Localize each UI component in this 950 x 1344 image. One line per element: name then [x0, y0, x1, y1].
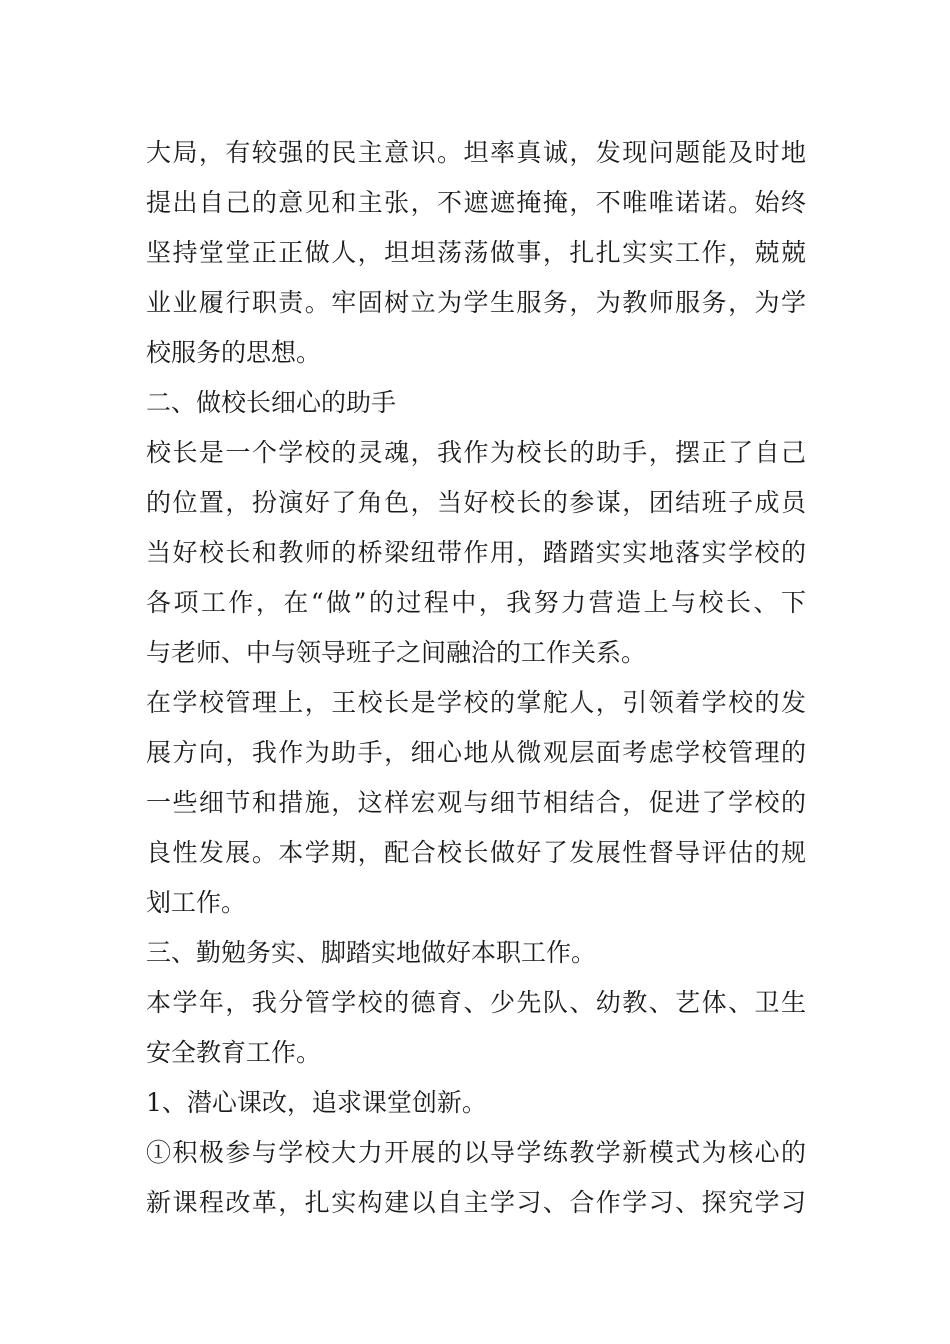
paragraph-line: 安全教育工作。	[146, 1038, 322, 1067]
paragraph-line: 坚持堂堂正正做人，坦坦荡荡做事，扎扎实实工作，兢兢	[146, 238, 806, 267]
paragraph-line: ①积极参与学校大力开展的以导学练教学新模式为核心的	[146, 1138, 806, 1167]
paragraph-line: 当好校长和教师的桥梁纽带作用，踏踏实实地落实学校的	[146, 538, 806, 567]
body-text	[146, 128, 806, 1228]
paragraph-line: 在学校管理上，王校长是学校的掌舵人，引领着学校的发	[146, 688, 806, 717]
paragraph-line: 划工作。	[146, 888, 247, 917]
paragraph-line: 展方向，我作为助手，细心地从微观层面考虑学校管理的	[146, 738, 806, 767]
subsection-heading: 1、潜心课改，追求课堂创新。	[146, 1088, 487, 1117]
section-heading: 三、勤勉务实、脚踏实地做好本职工作。	[146, 938, 597, 967]
paragraph-line: 校长是一个学校的灵魂，我作为校长的助手，摆正了自己	[146, 438, 806, 467]
paragraph-line: 校服务的思想。	[146, 338, 322, 367]
paragraph-line: 业业履行职责。牢固树立为学生服务，为教师服务，为学	[146, 288, 806, 317]
section-heading: 二、做校长细心的助手	[146, 388, 397, 417]
paragraph-line: 本学年，我分管学校的德育、少先队、幼教、艺体、卫生	[146, 988, 806, 1017]
paragraph-line: 一些细节和措施，这样宏观与细节相结合，促进了学校的	[146, 788, 806, 817]
paragraph-line: 提出自己的意见和主张，不遮遮掩掩，不唯唯诺诺。始终	[146, 188, 806, 217]
paragraph-line: 大局，有较强的民主意识。坦率真诚，发现问题能及时地	[146, 138, 806, 167]
paragraph-line: 与老师、中与领导班子之间融洽的工作关系。	[146, 638, 647, 667]
paragraph-line: 各项工作，在“做”的过程中，我努力营造上与校长、下	[146, 588, 806, 617]
paragraph-line: 新课程改革，扎实构建以自主学习、合作学习、探究学习	[146, 1188, 806, 1217]
paragraph-line: 的位置，扮演好了角色，当好校长的参谋，团结班子成员	[146, 488, 806, 517]
paragraph-line: 良性发展。本学期，配合校长做好了发展性督导评估的规	[146, 838, 806, 867]
